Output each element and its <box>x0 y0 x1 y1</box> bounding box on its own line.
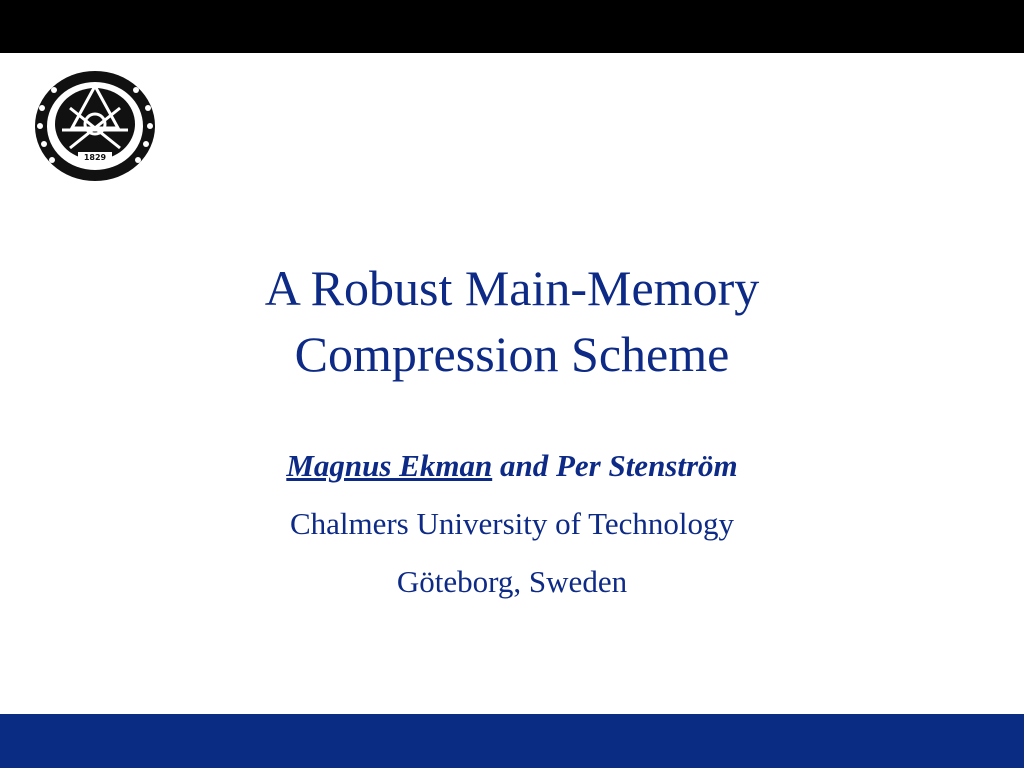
slide-title <box>0 255 1024 387</box>
location: Göteborg, Sweden <box>396 564 628 599</box>
svg-text:1829: 1829 <box>83 153 107 162</box>
top-bar <box>0 0 1024 53</box>
bottom-bar <box>0 714 1024 768</box>
title-line-2: Compression Scheme <box>294 326 730 382</box>
coauthors: and Per Stenström <box>499 448 738 483</box>
university-seal-icon <box>32 68 158 184</box>
title-line-1: A Robust Main-Memory <box>264 260 760 316</box>
institution: Chalmers University of Technology <box>289 506 735 541</box>
presenter-name: Magnus Ekman <box>286 448 493 483</box>
authors <box>0 446 1024 486</box>
